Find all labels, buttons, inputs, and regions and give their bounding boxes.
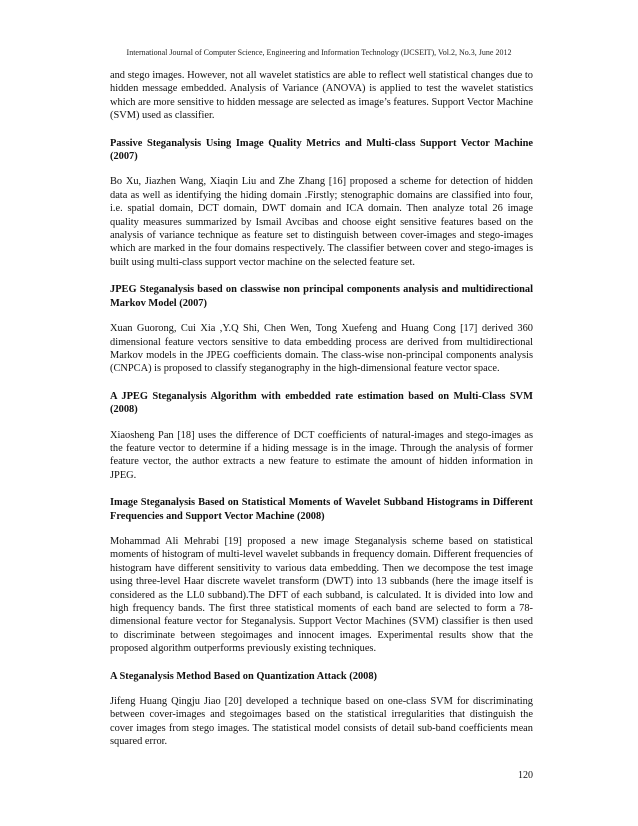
- section-body-jpeg-multiclass-svm: Xiaosheng Pan [18] uses the difference of DCT coefficients of natural-images and stego-images as the feature vector to determine if a hiding message is in the image. Through the analysis of former feature vector, the author extracts a new feature to estimate the amount of hidden information in JPEG.: [110, 429, 533, 481]
- running-header: International Journal of Computer Science, Engineering and Information Technology (IJCSEIT), Vol.2, No.3, June 2012: [126, 48, 512, 57]
- section-heading-passive-steganalysis: Passive Steganalysis Using Image Quality Metrics and Multi-class Support Vector Machine (2007): [110, 137, 533, 163]
- section-body-wavelet-moments: Mohammad Ali Mehrabi [19] proposed a new image Steganalysis scheme based on statistical moments of histogram of multi-level wavelet subbands in frequency domain. Different frequencies of histogram have different sensitivity to various data embedding. Then we decompose the test image using three-level Haar discrete wavelet transform (DWT) into 13 subbands (here the image itself is considered as the LL0 subband).The DFT of each subband, is calculated. It is divided into low and high frequency bands. The first three statistical moments of each band are selected to form a 78-dimensional feature vector for Steganalysis. Support Vector Machines (SVM) classifier is then used to discriminate between stegoimages and innocent images. Experimental results show that the proposed algorithm outperforms previously existing techniques.: [110, 535, 533, 655]
- intro-paragraph: and stego images. However, not all wavelet statistics are able to reflect well statistical changes due to hidden message embedded. Analysis of Variance (ANOVA) is applied to test the wavelet statistics which are more sensitive to hidden message are selected as image’s features. Support Vector Machine (SVM) used as classifier.: [110, 70, 533, 122]
- page-number: 120: [518, 770, 533, 781]
- section-heading-wavelet-moments: Image Steganalysis Based on Statistical Moments of Wavelet Subband Histograms in Different Frequencies and Support Vector Machine (2008): [110, 497, 533, 522]
- section-body-passive-steganalysis: Bo Xu, Jiazhen Wang, Xiaqin Liu and Zhe Zhang [16] proposed a scheme for detection of hidden data as well as identifying the hiding domain .Firstly; stenographic domains are classified into four, i.e. spatial domain, DCT domain, DWT domain and ICA domain. Then analyze total 26 image quality measures summarized by Ismail Avcibas and choose eight sensitive features based on the analysis of variance technique as feature set to distinguish between cover-images and stego-images which are marked in the four domains respectively. The classifier between cover and stego-images is built using multi-class support vector machine on the selected feature set.: [110, 176, 533, 268]
- section-body-jpeg-cnpca: Xuan Guorong, Cui Xia ,Y.Q Shi, Chen Wen, Tong Xuefeng and Huang Cong [17] derived 360 dimensional feature vectors sensitive to data embedding process are derived from multidirectional Markov models in the JPEG coefficients domain. The class-wise non-principal components analysis (CNPCA) is proposed to classify steganography in the high-dimensional feature vector space.: [110, 323, 533, 375]
- section-heading-quantization-attack: A Steganalysis Method Based on Quantization Attack (2008): [110, 670, 377, 682]
- section-heading-jpeg-multiclass-svm: A JPEG Steganalysis Algorithm with embedded rate estimation based on Multi-Class SVM (2008): [110, 390, 533, 416]
- section-body-quantization-attack: Jifeng Huang Qingju Jiao [20] developed a technique based on one-class SVM for discriminating between cover-images and stegoimages based on the statistical irregularities that distinguish the cover images from stego images. The statistical model consists of detail sub-band coefficients mean squared error.: [110, 696, 533, 748]
- body-content: [110, 69, 533, 763]
- section-heading-jpeg-cnpca: JPEG Steganalysis based on classwise non principal components analysis and multidirectional Markov Model (2007): [110, 284, 533, 309]
